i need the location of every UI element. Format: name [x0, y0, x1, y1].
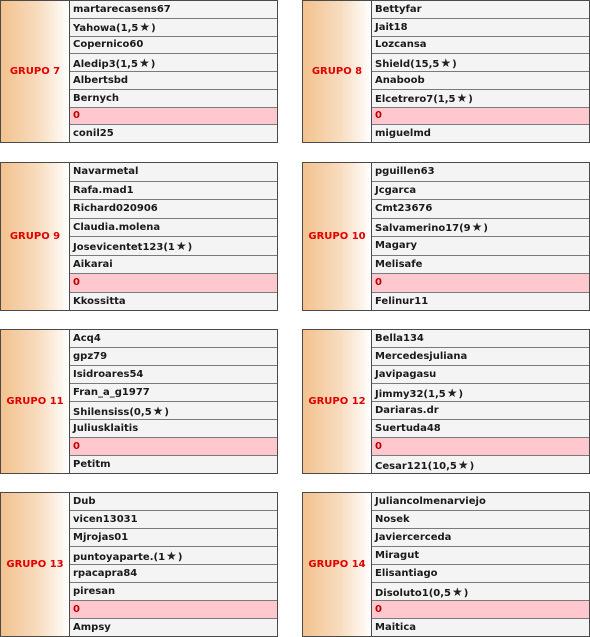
group-block — [302, 0, 590, 143]
star-icon: ★ — [440, 55, 452, 70]
player-row — [70, 219, 277, 238]
player-name: Dariaras.dr — [375, 405, 439, 416]
player-row — [70, 493, 277, 511]
star-icon: ★ — [471, 220, 483, 235]
player-row — [70, 619, 277, 636]
player-name: 0 — [375, 604, 382, 615]
player-name: Josevicentet123(1★) — [73, 238, 193, 253]
player-name: Felinur11 — [375, 295, 429, 307]
player-row — [372, 366, 589, 384]
player-name: martarecasens67 — [73, 3, 171, 15]
player-name: vicen13031 — [73, 514, 138, 525]
player-name: Aledip3(1,5★) — [73, 55, 156, 70]
player-name: piresan — [73, 586, 116, 597]
player-row — [70, 330, 277, 348]
group-rows — [372, 1, 589, 142]
group-block — [0, 329, 278, 474]
player-name: Isidroares54 — [73, 369, 144, 380]
player-row — [70, 529, 277, 547]
player-name: Bettyfar — [375, 3, 422, 15]
player-row — [372, 493, 589, 511]
player-name: Suertuda48 — [375, 423, 441, 434]
player-row — [70, 90, 277, 108]
group-label: GRUPO 14 — [303, 493, 372, 636]
player-row — [372, 384, 589, 402]
player-row — [372, 619, 589, 636]
player-row — [70, 293, 277, 311]
player-row — [70, 366, 277, 384]
player-row — [372, 72, 589, 90]
player-name: Mjrojas01 — [73, 532, 129, 543]
player-row — [372, 1, 589, 19]
empty-slot-row — [70, 601, 277, 619]
empty-slot-row — [70, 438, 277, 456]
star-icon: ★ — [456, 91, 468, 106]
player-name: Juliancolmenarviejo — [375, 496, 486, 507]
player-name: Bella134 — [375, 333, 424, 344]
player-name: 0 — [73, 441, 80, 452]
player-name: Shilensiss(0,5★) — [73, 403, 169, 418]
player-row — [70, 200, 277, 219]
star-icon: ★ — [139, 20, 151, 35]
player-name: Acq4 — [73, 333, 101, 344]
player-name: Nosek — [375, 514, 410, 525]
star-icon: ★ — [152, 403, 164, 418]
player-row — [70, 456, 277, 473]
player-row — [372, 529, 589, 547]
player-name: puntoyaparte.(1★) — [73, 548, 183, 563]
player-name: Petitm — [73, 459, 111, 470]
player-name: Jcgarca — [375, 184, 417, 196]
empty-slot-row — [372, 108, 589, 126]
star-icon: ★ — [457, 457, 469, 472]
player-row — [372, 330, 589, 348]
empty-slot-row — [70, 274, 277, 293]
player-name: Anaboob — [375, 74, 425, 86]
player-row — [372, 583, 589, 601]
group-label: GRUPO 11 — [1, 330, 70, 473]
group-block — [302, 329, 590, 474]
player-name: Albertsbd — [73, 74, 129, 86]
player-row — [70, 182, 277, 201]
player-row — [372, 54, 589, 72]
group-label: GRUPO 12 — [303, 330, 372, 473]
empty-slot-row — [372, 601, 589, 619]
player-name: Miragut — [375, 550, 420, 561]
player-row — [70, 237, 277, 256]
group-rows — [372, 163, 589, 310]
player-row — [372, 456, 589, 473]
player-name: Shield(15,5★) — [375, 55, 457, 70]
player-name: Magary — [375, 240, 418, 252]
group-rows — [372, 330, 589, 473]
player-row — [70, 72, 277, 90]
player-row — [70, 54, 277, 72]
player-row — [372, 547, 589, 565]
player-name: miguelmd — [375, 128, 431, 140]
player-name: Fran_a_g1977 — [73, 387, 150, 398]
group-rows — [70, 1, 277, 142]
player-row — [372, 19, 589, 37]
group-block — [302, 162, 590, 311]
player-name: Javiercerceda — [375, 532, 452, 543]
player-row — [70, 511, 277, 529]
player-name: 0 — [375, 441, 382, 452]
player-name: pguillen63 — [375, 166, 435, 178]
player-row — [70, 547, 277, 565]
player-row — [372, 511, 589, 529]
player-row — [70, 420, 277, 438]
player-name: Cmt23676 — [375, 203, 433, 215]
player-name: Salvamerino17(9★) — [375, 220, 488, 235]
player-name: 0 — [375, 277, 382, 289]
player-row — [70, 125, 277, 142]
player-row — [372, 420, 589, 438]
player-name: Aikarai — [73, 258, 113, 270]
player-row — [70, 583, 277, 601]
star-icon: ★ — [452, 584, 463, 599]
player-name: Yahowa(1,5★) — [73, 20, 156, 35]
player-row — [372, 125, 589, 142]
player-row — [70, 19, 277, 37]
player-name: Disoluto1(0,5★) — [375, 584, 469, 599]
player-name: 0 — [73, 110, 80, 122]
player-name: rpacapra84 — [73, 568, 138, 579]
group-label: GRUPO 10 — [303, 163, 372, 310]
player-row — [372, 90, 589, 108]
player-row — [70, 256, 277, 275]
group-block — [0, 492, 278, 637]
player-row — [372, 163, 589, 182]
player-row — [372, 565, 589, 583]
player-name: 0 — [73, 277, 80, 289]
player-row — [372, 256, 589, 275]
star-icon: ★ — [446, 385, 458, 400]
player-name: Jait18 — [375, 21, 408, 33]
player-name: 0 — [375, 110, 382, 122]
player-row — [372, 348, 589, 366]
player-name: Juliusklaitis — [73, 423, 139, 434]
player-name: Cesar121(10,5★) — [375, 457, 475, 472]
group-label: GRUPO 7 — [1, 1, 70, 142]
player-name: Copernico60 — [73, 39, 144, 51]
player-name: Ampsy — [73, 622, 111, 633]
player-row — [372, 293, 589, 311]
player-row — [70, 1, 277, 19]
player-row — [70, 163, 277, 182]
group-label: GRUPO 9 — [1, 163, 70, 310]
empty-slot-row — [372, 438, 589, 456]
player-row — [70, 565, 277, 583]
player-name: Kkossitta — [73, 295, 126, 307]
player-name: Claudia.molena — [73, 221, 161, 233]
player-row — [372, 219, 589, 238]
player-name: Jimmy32(1,5★) — [375, 385, 464, 400]
player-name: Elcetrero7(1,5★) — [375, 91, 473, 106]
group-label: GRUPO 13 — [1, 493, 70, 636]
player-row — [70, 37, 277, 55]
player-name: gpz79 — [73, 351, 108, 362]
player-name: Bernych — [73, 92, 120, 104]
player-row — [372, 402, 589, 420]
player-name: conil25 — [73, 128, 114, 140]
empty-slot-row — [372, 274, 589, 293]
player-name: 0 — [73, 604, 80, 615]
star-icon: ★ — [175, 238, 187, 253]
empty-slot-row — [70, 108, 277, 126]
player-name: Mercedesjuliana — [375, 351, 468, 362]
player-name: Elisantiago — [375, 568, 438, 579]
player-row — [372, 200, 589, 219]
player-name: Rafa.mad1 — [73, 184, 134, 196]
group-block — [0, 0, 278, 143]
group-block — [302, 492, 590, 637]
player-name: Lozcansa — [375, 39, 427, 51]
player-name: Navarmetal — [73, 166, 139, 178]
player-row — [372, 182, 589, 201]
player-row — [70, 348, 277, 366]
group-label: GRUPO 8 — [303, 1, 372, 142]
player-row — [372, 237, 589, 256]
player-row — [372, 37, 589, 55]
player-row — [70, 402, 277, 420]
group-rows — [70, 163, 277, 310]
player-name: Javipagasu — [375, 369, 437, 380]
player-name: Richard020906 — [73, 203, 158, 215]
group-rows — [70, 330, 277, 473]
group-block — [0, 162, 278, 311]
star-icon: ★ — [138, 55, 150, 70]
player-name: Melisafe — [375, 258, 423, 270]
group-rows — [70, 493, 277, 636]
group-rows — [372, 493, 589, 636]
player-row — [70, 384, 277, 402]
player-name: Maitica — [375, 622, 417, 633]
star-icon: ★ — [166, 548, 177, 563]
player-name: Dub — [73, 496, 96, 507]
